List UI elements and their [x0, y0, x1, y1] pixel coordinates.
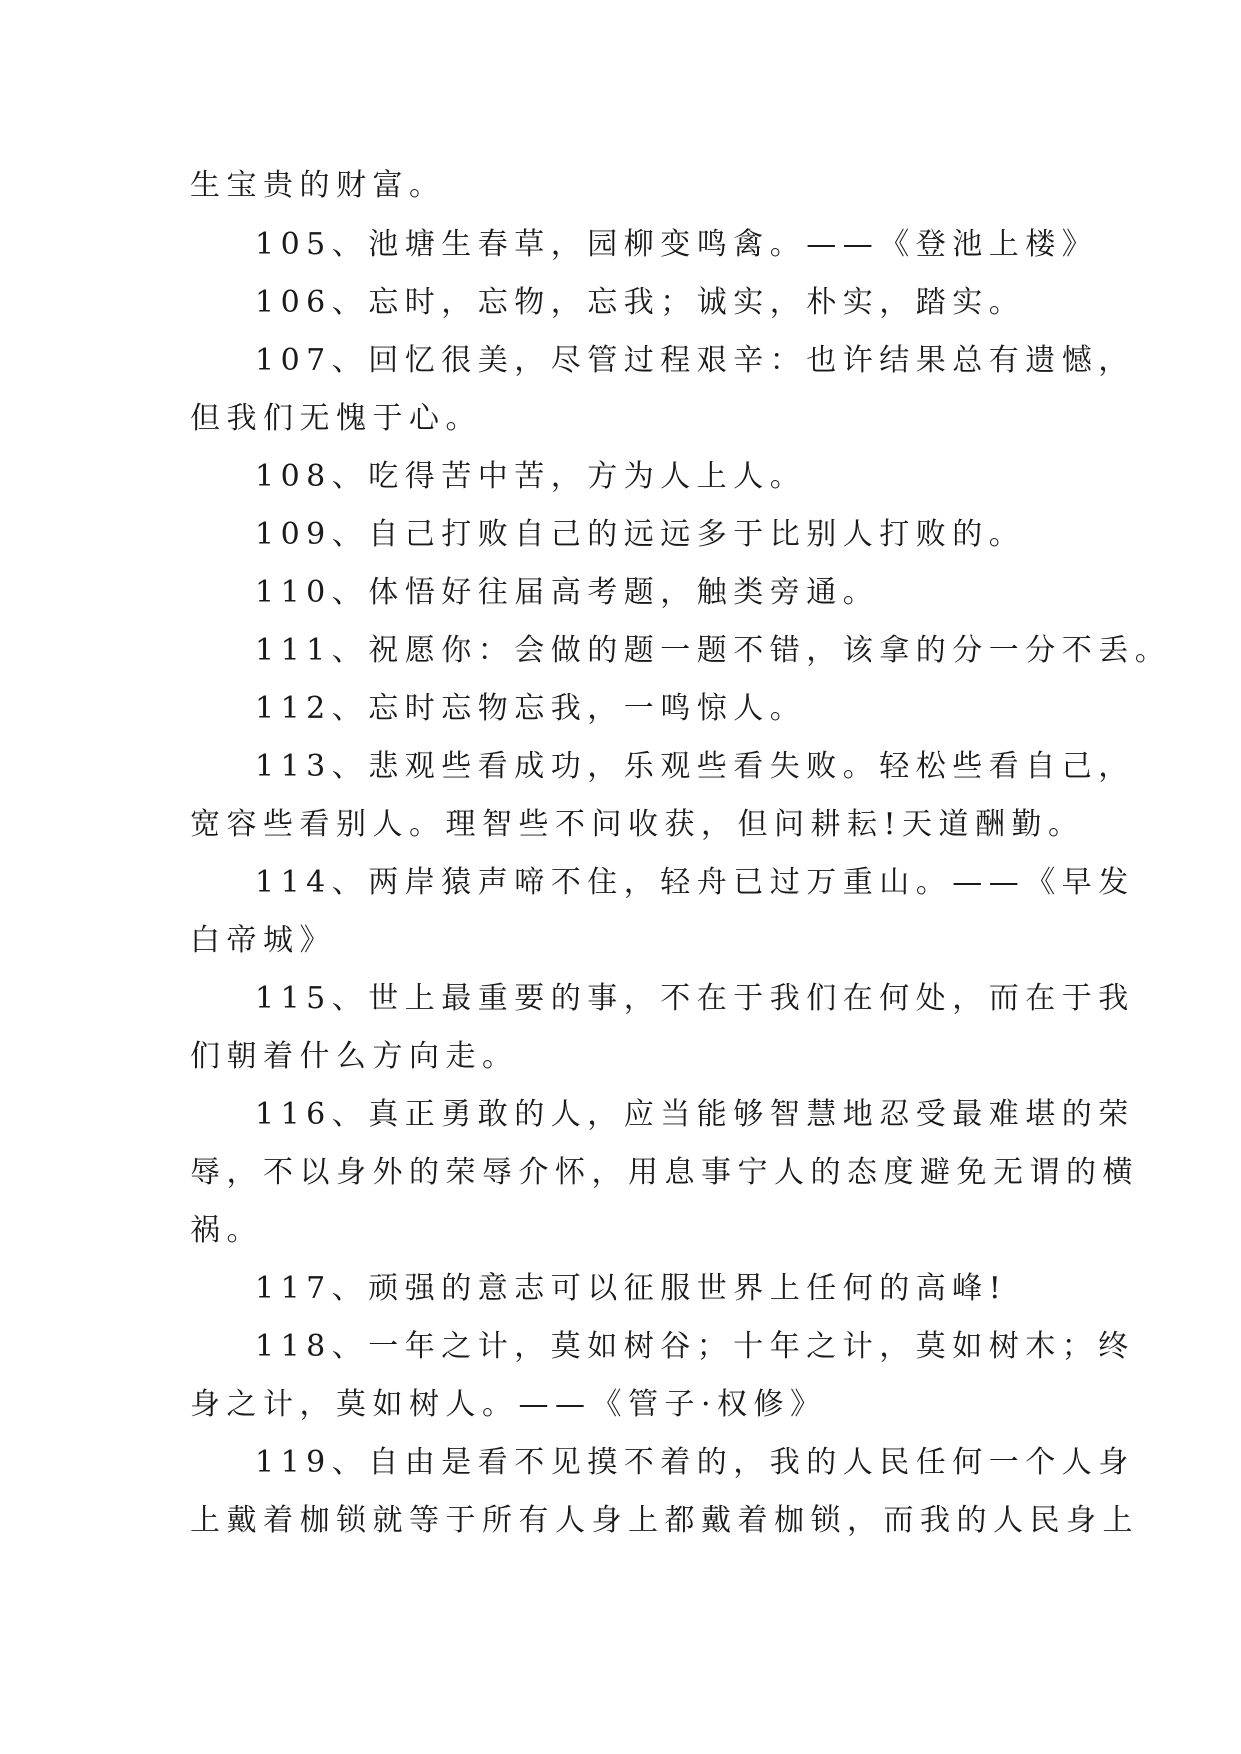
text-line: 祸。	[190, 1213, 263, 1248]
text-line: 但我们无愧于心。	[190, 401, 482, 436]
text-line: 110、体悟好往届高考题，触类旁通。	[255, 575, 880, 610]
text-line: 109、自己打败自己的远远多于比别人打败的。	[255, 517, 1026, 552]
text-line: 119、自由是看不见摸不着的，我的人民任何一个人身	[255, 1445, 1135, 1480]
text-line: 生宝贵的财富。	[190, 168, 446, 203]
text-line: 113、悲观些看成功，乐观些看失败。轻松些看自己，	[255, 749, 1135, 784]
text-line: 上戴着枷锁就等于所有人身上都戴着枷锁，而我的人民身上	[190, 1503, 1139, 1538]
text-line: 身之计，莫如树人。——《管子·权修》	[190, 1387, 827, 1422]
text-line: 114、两岸猿声啼不住，轻舟已过万重山。——《早发	[255, 865, 1135, 900]
text-line: 111、祝愿你：会做的题一题不错，该拿的分一分不丢。	[255, 633, 1172, 668]
text-line: 辱，不以身外的荣辱介怀，用息事宁人的态度避免无谓的横	[190, 1155, 1139, 1190]
text-line: 106、忘时，忘物，忘我；诚实，朴实，踏实。	[255, 285, 1026, 320]
text-line: 115、世上最重要的事，不在于我们在何处，而在于我	[255, 981, 1135, 1016]
text-line: 118、一年之计，莫如树谷；十年之计，莫如树木；终	[255, 1329, 1135, 1364]
text-line: 宽容些看别人。理智些不问收获，但问耕耘!天道酬勤。	[190, 807, 1085, 842]
text-line: 107、回忆很美，尽管过程艰辛：也许结果总有遗憾，	[255, 343, 1135, 378]
text-line: 117、顽强的意志可以征服世界上任何的高峰!	[255, 1271, 1008, 1306]
text-line: 105、池塘生春草，园柳变鸣禽。——《登池上楼》	[255, 227, 1099, 262]
text-line: 们朝着什么方向走。	[190, 1039, 519, 1074]
text-line: 116、真正勇敢的人，应当能够智慧地忍受最难堪的荣	[255, 1097, 1135, 1132]
text-line: 108、吃得苦中苦，方为人上人。	[255, 459, 807, 494]
text-line: 白帝城》	[190, 923, 336, 958]
text-line: 112、忘时忘物忘我，一鸣惊人。	[255, 691, 807, 726]
